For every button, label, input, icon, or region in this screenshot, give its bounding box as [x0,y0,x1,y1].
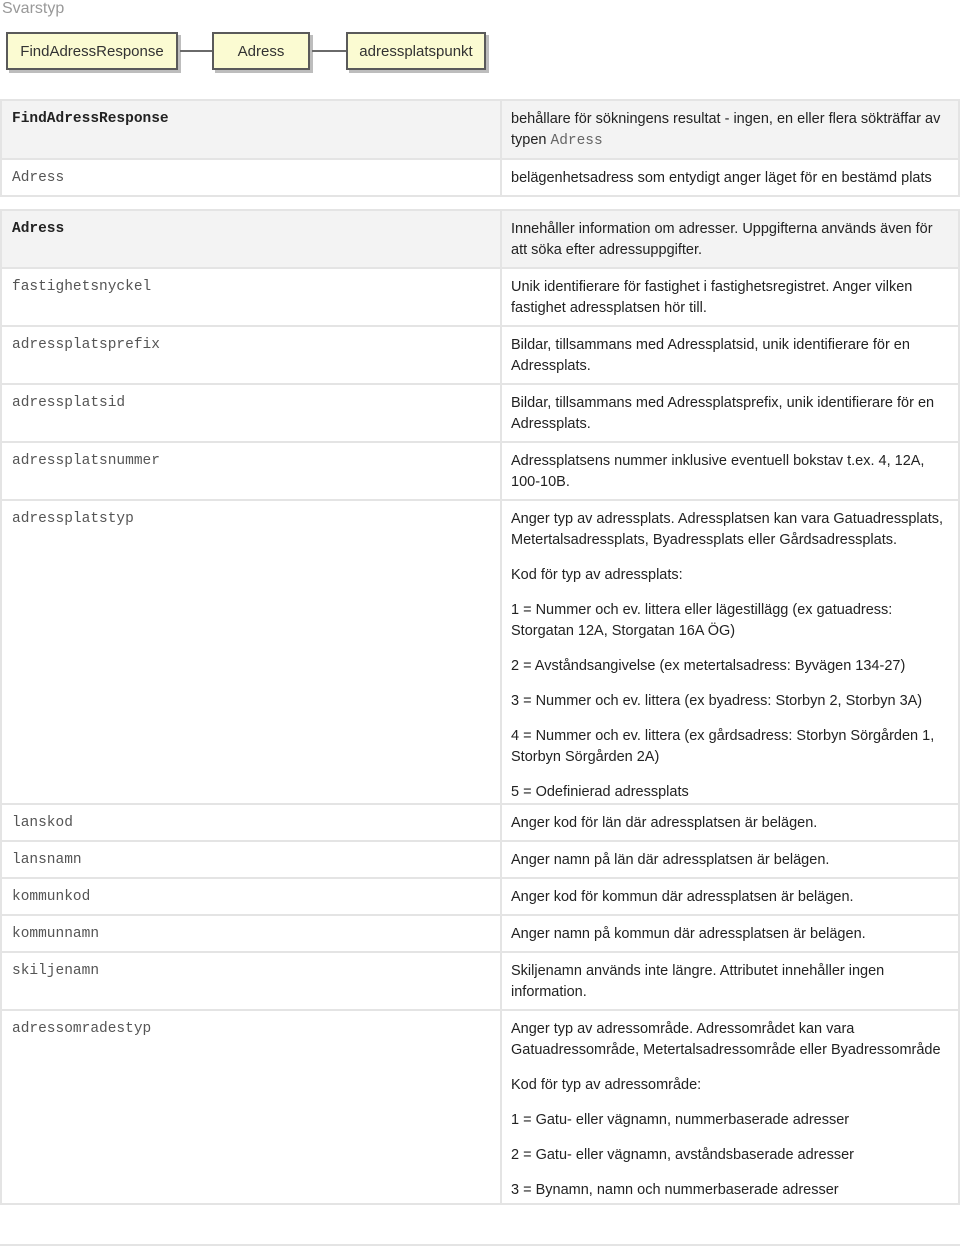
table-row [1,878,959,915]
description-paragraph: Kod för typ av adressplats: [511,567,683,583]
table-row [1,100,959,159]
description-paragraph: Anger kod för län där adressplatsen är belägen. [511,815,818,831]
row-name: lansnamn [1,841,501,878]
row-name: adressplatsprefix [1,326,501,384]
diagram-box-adress: Adress [212,32,310,70]
table-row [1,500,959,804]
row-name: skiljenamn [1,952,501,1010]
diagram-box-findadressresponse: FindAdressResponse [6,32,178,70]
row-description [501,268,959,326]
table-row [1,804,959,841]
description-paragraph: 3 = Bynamn, namn och nummerbaserade adresser [511,1182,839,1198]
description-paragraph: Bildar, tillsammans med Adressplatsid, unik identifierare för en Adressplats. [511,337,910,374]
description-paragraph: Bildar, tillsammans med Adressplatsprefix, unik identifierare för en Adressplats. [511,395,935,432]
description-paragraph: 2 = Avståndsangivelse (ex metertalsadress: Byvägen 134-27) [511,658,906,674]
description-paragraph: 5 = Odefinierad adressplats [511,784,689,800]
table-row [1,952,959,1010]
row-description [501,500,959,804]
row-name: adressomradestyp [1,1010,501,1204]
description-paragraph: 4 = Nummer och ev. littera (ex gårdsadress: Storbyn Sörgården 1, Storbyn Sörgården 2A) [511,728,935,765]
row-description [501,841,959,878]
diagram-connector [180,50,212,52]
description-paragraph: 1 = Gatu- eller vägnamn, nummerbaserade adresser [511,1112,850,1128]
adress-attribute-table [0,209,960,1205]
description-paragraph: Adressplatsens nummer inklusive eventuell bokstav t.ex. 4, 12A, 100-10B. [511,453,925,490]
description-paragraph: Anger namn på kommun där adressplatsen är belägen. [511,926,866,942]
table-row [1,841,959,878]
header-name: Adress [1,210,501,268]
table-row [1,384,959,442]
table-row [1,442,959,500]
table-row [1,268,959,326]
diagram-connector [312,50,346,52]
table-row [1,1010,959,1204]
row-description [501,804,959,841]
row-name: adressplatsid [1,384,501,442]
table-row [1,915,959,952]
table-row [1,159,959,196]
description-paragraph: Anger kod för kommun där adressplatsen är belägen. [511,889,854,905]
class-diagram [0,28,500,80]
row-name: fastighetsnyckel [1,268,501,326]
description-paragraph: Anger typ av adressområde. Adressområdet kan vara Gatuadressområde, Metertalsadressområde eller Byadressområde [511,1021,941,1058]
row-name: adressplatsnummer [1,442,501,500]
row-name: FindAdressResponse [1,100,501,159]
row-description [501,326,959,384]
description-paragraph: Unik identifierare för fastighet i fastighetsregistret. Anger vilken fastighet adressplatsen hör till. [511,279,913,316]
description-paragraph: Anger namn på län där adressplatsen är belägen. [511,852,830,868]
description-paragraph: Skiljenamn används inte längre. Attributet innehåller ingen information. [511,963,885,1000]
header-description: Innehåller information om adresser. Uppgifterna används även för att söka efter adressuppgifter. [501,210,959,268]
row-description-code: Adress [550,133,603,149]
diagram-box-adressplatspunkt: adressplatspunkt [346,32,486,70]
row-description-text: behållare för sökningens resultat - ingen, en eller flera sökträffar av typen [511,111,941,148]
row-description [501,100,959,159]
description-paragraph: Anger typ av adressplats. Adressplatsen kan vara Gatuadressplats, Metertalsadressplats, Byadressplats eller Gårdsadressplats. [511,511,944,548]
section-heading: Svarstyp [2,0,65,17]
row-description [501,1010,959,1204]
description-paragraph: 3 = Nummer och ev. littera (ex byadress: Storbyn 2, Storbyn 3A) [511,693,923,709]
row-description: belägenhetsadress som entydigt anger läget för en bestämd plats [501,159,959,196]
page-divider [0,1244,960,1246]
row-description [501,384,959,442]
table-row [1,326,959,384]
description-paragraph: 2 = Gatu- eller vägnamn, avståndsbaserade adresser [511,1147,854,1163]
row-name: kommunnamn [1,915,501,952]
row-description [501,878,959,915]
row-description [501,915,959,952]
row-description [501,952,959,1010]
table-header-row [1,210,959,268]
response-table [0,99,960,197]
row-name: Adress [1,159,501,196]
description-paragraph: Kod för typ av adressområde: [511,1077,702,1093]
description-paragraph: 1 = Nummer och ev. littera eller lägestillägg (ex gatuadress: Storgatan 12A, Storgatan 16A ÖG) [511,602,893,639]
row-description [501,442,959,500]
row-name: adressplatstyp [1,500,501,804]
row-name: lanskod [1,804,501,841]
row-name: kommunkod [1,878,501,915]
